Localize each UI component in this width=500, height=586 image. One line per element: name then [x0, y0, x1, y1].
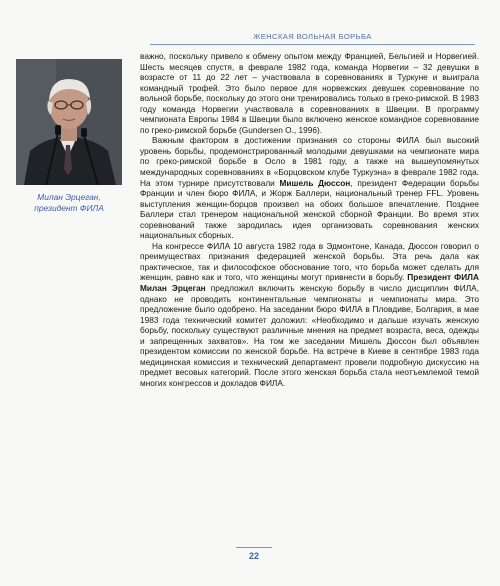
paragraph-2-text-a: Важным фактором в достижении признания со стороны ФИЛА был высокий уровень борьбы, продемонстрированный молодыми девушками на чемпионате мира по греко-римской борьбе в Осло в 1981 году, а также на вышеупомянутых международных соревнованиях в «Борцовском клубе Туркуэна» в феврале 1982 года. На этом турнире присутствовали	[140, 135, 479, 188]
header-rule	[150, 44, 475, 45]
paragraph-3-text-a: На конгрессе ФИЛА 10 августа 1982 года в Эдмонтоне, Канада, Дюссон говорил о преимуществах признания федерацией женской борьбы. Эта речь дала как практическое, так и философское обоснование того, что борьба может сделать для женщин, равно как и того, что женщины могут привнести в борьбу.	[140, 240, 479, 283]
running-title: ЖЕНСКАЯ ВОЛЬНАЯ БОРЬБА	[253, 32, 372, 41]
paragraph-2-bold: Мишель Дюссон	[279, 177, 351, 188]
paragraph-1: важно, поскольку привело к обмену опытом между Францией, Бельгией и Норвегией. Шесть месяцев спустя, в феврале 1982 года, команда Норвегии – 32 девушки в возрасте от 11 до 22 лет – участвовала в соревнованиях в Туркуне и выиграла командный трофей. Это было первое для норвежских девушек соревнование по вольной борьбе, поскольку до этого они тренировались только в греко-римской. В 1983 году команда Норвегии участвовала в соревнованиях в Швеции. В программу чемпионата Европы 1984 в Швеции было включено женское командное соревнование по греко-римской борьбе (Gundersen O., 1996).	[140, 51, 479, 135]
footer-rule	[236, 547, 272, 548]
paragraph-3	[140, 241, 479, 389]
paragraph-2-text-b: , президент Федерации борьбы Франции и член бюро ФИЛА, и Жорж Баллери, национальный тренер FFL. Уровень выступления женщин-борцов произвел на обоих большое впечатление. Позднее Баллери стал тренером национальной женской сборной Франции. Во время этих соревнований также зародилась идея организовать соревнования женских национальных сборных.	[140, 177, 479, 241]
page-number: 22	[248, 551, 259, 561]
caption-line-2: президент ФИЛА	[34, 203, 104, 213]
portrait-photo	[16, 59, 122, 185]
portrait-image	[16, 59, 122, 185]
photo-caption	[8, 192, 130, 214]
paragraph-3-bold: Президент ФИЛА Милан Эрцеган	[140, 272, 479, 294]
main-text	[140, 51, 479, 389]
caption-line-1: Милан Эрцеган,	[37, 192, 101, 202]
paragraph-3-text-b: предложил включить женскую борьбу в число дисциплин ФИЛА, однако не проводить континентальные чемпионаты и чемпионаты мира. Это предложение было одобрено. На заседании бюро ФИЛА в Пловдиве, Болгария, в мае 1983 года технический комитет доложил: «Необходимо и дальше изучать женскую борьбу, поскольку существуют различные мнения на предмет возраста, веса, одежды и запрещенных захватов». На том же заседании Мишель Дюссон был объявлен президентом комиссии по женской борьбе. На встрече в Киеве в сентябре 1983 года медицинская комиссия и технический департамент провели подробную дискуссию на предмет весовых категорий. После этого женская борьба стала неотъемлемой темой многих конгрессов и докладов ФИЛА.	[140, 283, 479, 388]
paragraph-2	[140, 135, 479, 240]
